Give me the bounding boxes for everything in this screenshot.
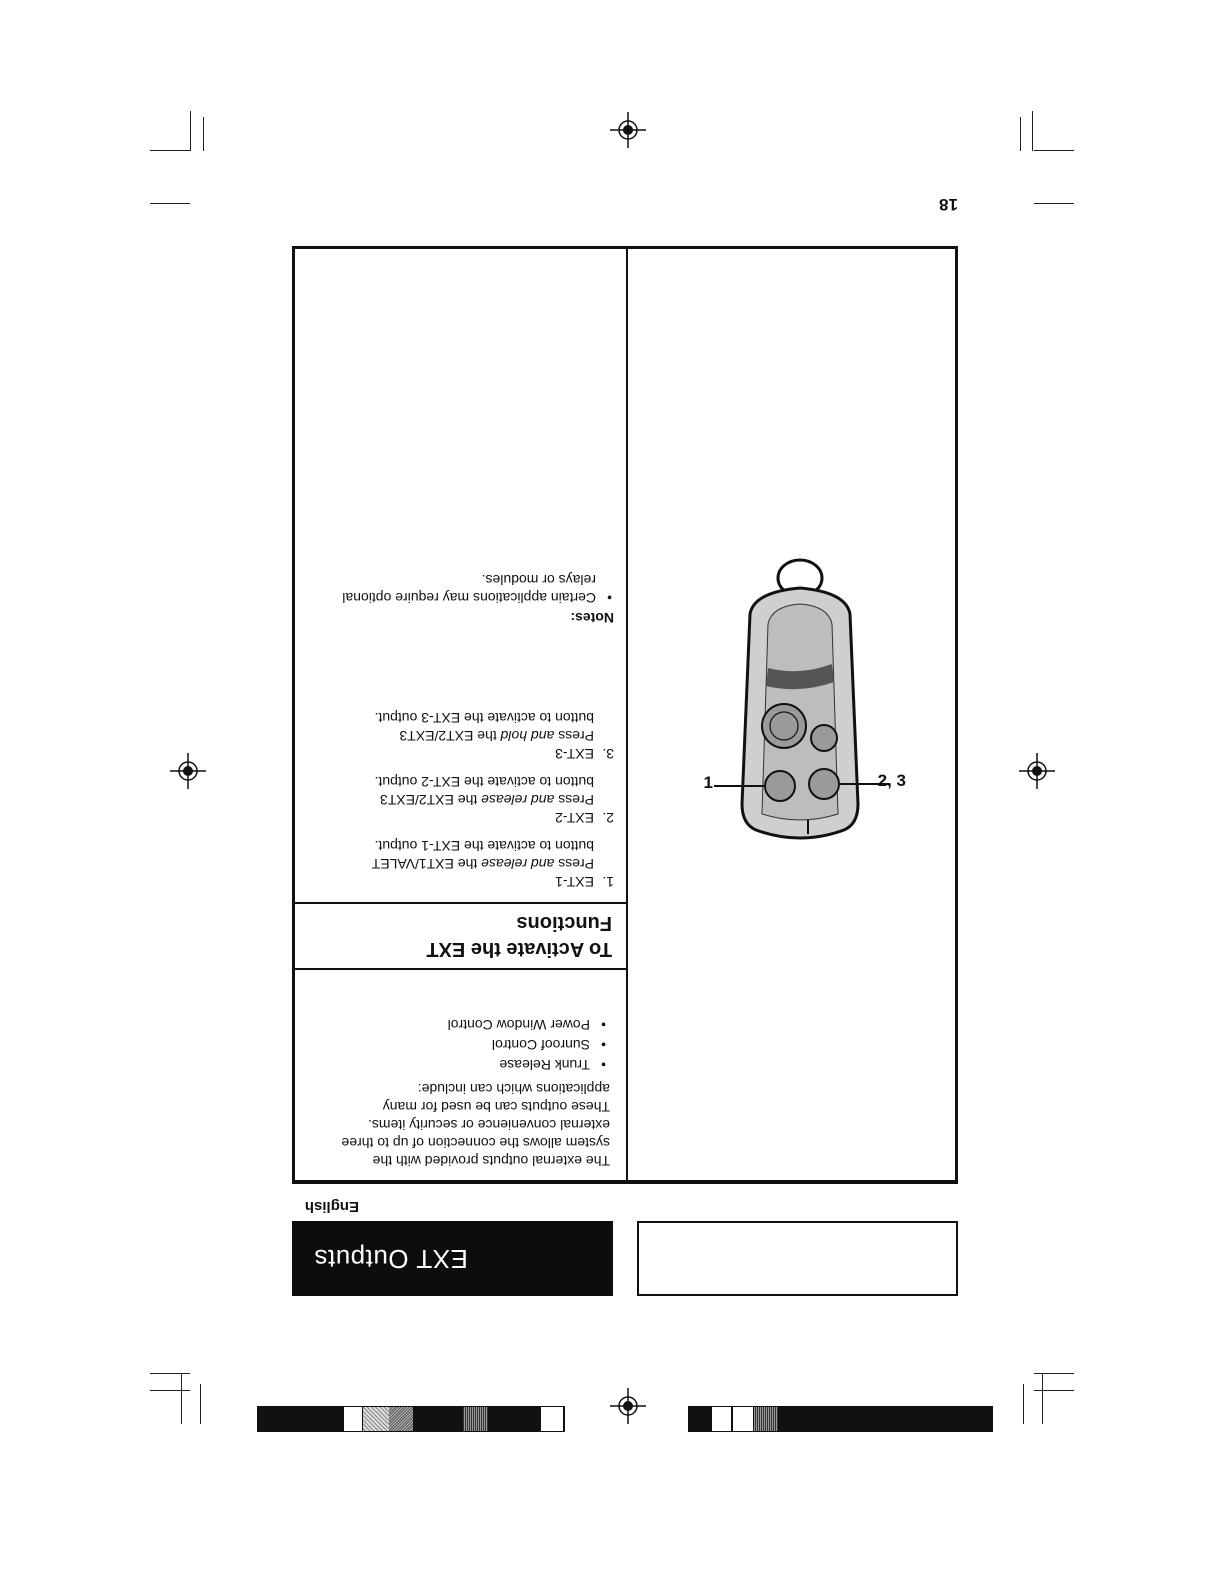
column-divider xyxy=(626,246,628,1184)
section-title-banner xyxy=(292,1221,613,1296)
color-bar xyxy=(688,1406,993,1432)
intro-line: These outputs can be used for many xyxy=(382,1099,610,1115)
crop-mark xyxy=(1034,1373,1074,1374)
step-line: Press and release the EXT2/EXT3 xyxy=(379,792,594,808)
step-number: 2. xyxy=(602,810,614,826)
intro-bullet: • Power Window Control xyxy=(448,1016,590,1034)
intro-line: applications which can include: xyxy=(417,1081,610,1097)
crop-mark xyxy=(1023,1384,1024,1424)
intro-bullet: • Trunk Release xyxy=(499,1056,590,1074)
callout-label: 1 xyxy=(703,773,713,792)
step-number: 1. xyxy=(602,874,614,890)
notes-bullet-continued: relays or modules. xyxy=(481,572,596,588)
page-title: EXT Outputs xyxy=(314,1244,468,1274)
section-separator xyxy=(292,902,626,904)
crop-mark xyxy=(150,1390,190,1391)
crop-mark xyxy=(1034,150,1074,151)
step-title: EXT-2 xyxy=(555,810,594,826)
step-line: button to activate the EXT-2 output. xyxy=(374,774,594,790)
step-line: Press and release the EXT1/VALET xyxy=(371,856,594,872)
notes-label: Notes: xyxy=(570,610,614,626)
section-heading: To Activate the EXT xyxy=(426,938,612,960)
crop-mark xyxy=(203,117,204,151)
step-line: Press and hold the EXT2/EXT3 xyxy=(399,728,594,744)
intro-bullet: • Sunroof Control xyxy=(492,1036,590,1054)
crop-mark xyxy=(150,150,190,151)
intro-line: external convenience or security items. xyxy=(368,1117,610,1133)
step-number: 3. xyxy=(602,746,614,762)
crop-mark xyxy=(190,111,191,151)
registration-target-icon xyxy=(608,1386,648,1426)
page-number: 18 xyxy=(939,195,958,214)
crop-mark xyxy=(1032,111,1033,151)
section-heading: Functions xyxy=(516,912,612,934)
color-bar xyxy=(257,1406,565,1432)
callout-label: 2, 3 xyxy=(877,771,906,790)
notes-bullet: • Certain applications may require optional xyxy=(342,589,596,607)
crop-mark xyxy=(200,1384,201,1424)
empty-header-box xyxy=(637,1221,958,1296)
crop-mark xyxy=(1034,203,1074,204)
registration-target-icon xyxy=(168,751,208,791)
registration-target-icon xyxy=(1017,751,1057,791)
language-label: English xyxy=(304,1198,359,1215)
step-line: button to activate the EXT-1 output. xyxy=(374,838,594,854)
crop-mark xyxy=(1020,117,1021,151)
step-line: button to activate the EXT-3 output. xyxy=(374,710,594,726)
registration-target-icon xyxy=(608,110,648,150)
crop-mark xyxy=(1042,1374,1043,1424)
intro-line: The external outputs provided with the xyxy=(372,1153,610,1169)
crop-mark xyxy=(181,1374,182,1424)
remote-transmitter-illustration xyxy=(680,544,900,844)
section-separator xyxy=(292,968,626,970)
crop-mark xyxy=(150,203,190,204)
step-title: EXT-3 xyxy=(555,746,594,762)
step-title: EXT-1 xyxy=(555,874,594,890)
crop-mark xyxy=(150,1373,190,1374)
intro-line: system allows the connection of up to three xyxy=(341,1135,610,1151)
crop-mark xyxy=(1034,1390,1074,1391)
